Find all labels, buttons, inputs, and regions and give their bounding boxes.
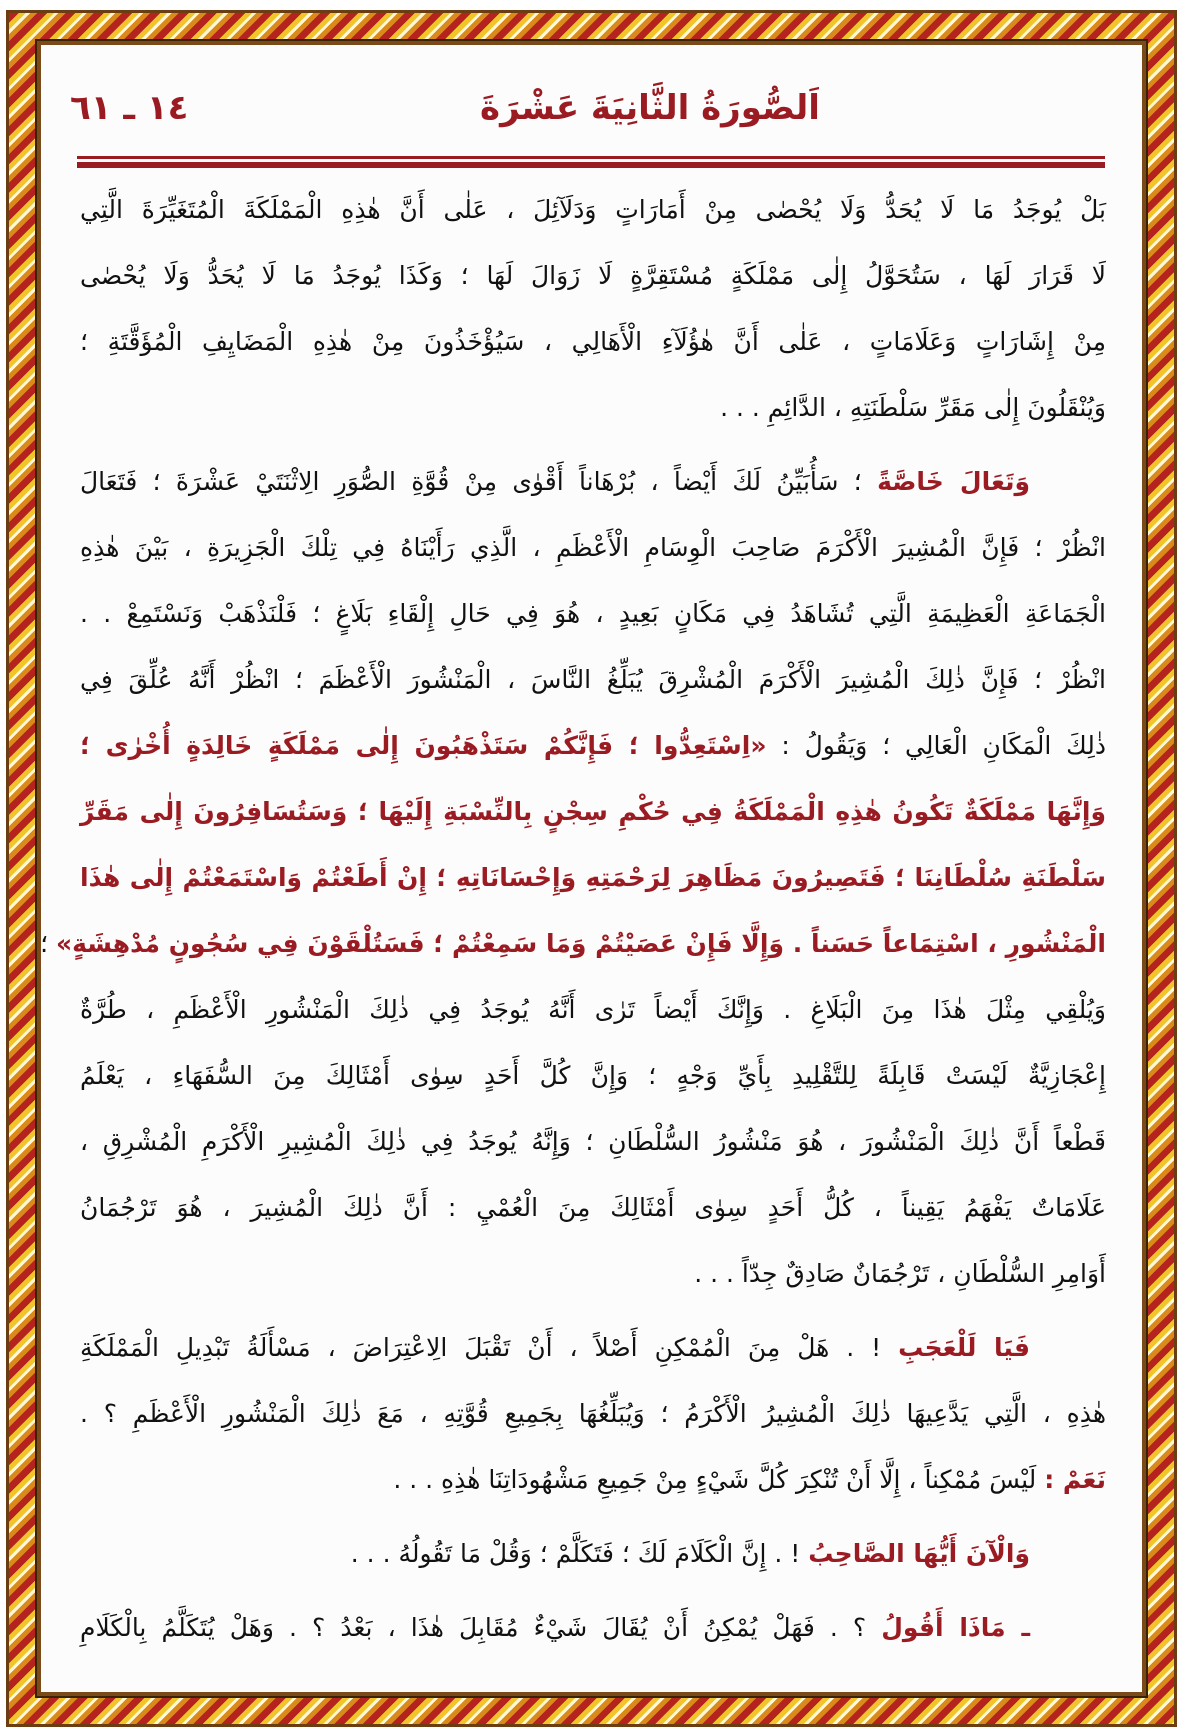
text-segment: مِنْ إِشَارَاتٍ وَعَلَامَاتٍ ، عَلٰى أَنَّ هٰؤُلَآءِ الْأَهَالِي ، سَيُؤْخَذُونَ مِنْ هٰذِهِ الْمَضَايِفِ الْمُؤَقَّتَةِ ؛ <box>80 327 1106 356</box>
highlighted-text: «اِسْتَعِدُّوا ؛ فَإِنَّكُمْ سَتَذْهَبُونَ إِلٰى مَمْلَكَةٍ خَالِدَةٍ أُخْرٰى ؛ <box>80 731 767 760</box>
text-line <box>80 1447 1106 1513</box>
text-line <box>80 1521 1106 1587</box>
paragraph <box>80 1315 1106 1513</box>
text-line <box>80 375 1106 441</box>
highlighted-text: وَإِنَّهَا مَمْلَكَةٌ تَكُونُ هٰذِهِ الْمَمْلَكَةُ فِي حُكْمِ سِجْنٍ بِالنِّسْبَةِ إِلَيْهَا ؛ وَسَتُسَافِرُونَ إِلٰى مَقَرِّ <box>80 797 1106 826</box>
text-line <box>80 779 1106 845</box>
text-line <box>80 1109 1106 1175</box>
text-line <box>80 1315 1106 1381</box>
paragraph <box>80 177 1106 441</box>
text-segment: ! . إِنَّ الْكَلَامَ لَكَ ؛ فَتَكَلَّمْ ؛ وَقُلْ مَا تَقُولُهُ . . . <box>350 1539 809 1568</box>
text-segment: ؛ <box>40 929 56 958</box>
text-segment: لَا قَرَارَ لَهَا ، سَتُحَوَّلُ إِلٰى مَمْلَكَةٍ مُسْتَقِرَّةٍ لَا زَوَالَ لَهَا ؛ وَكَذَا يُوجَدُ مَا لَا يُحَدُّ وَلَا يُحْصٰى <box>80 261 1106 290</box>
text-segment: انْظُرْ ؛ فَإِنَّ ذٰلِكَ الْمُشِيرَ الْأَكْرَمَ الْمُشْرِقَ يُبَلِّغُ النَّاسَ ، الْمَنْشُورَ الْأَعْظَمَ ؛ انْظُرْ أَنَّهُ عُلِّقَ فِي <box>80 665 1106 694</box>
text-line <box>80 177 1106 243</box>
text-line <box>40 911 1106 977</box>
text-segment: قَطْعاً أَنَّ ذٰلِكَ الْمَنْشُورَ ، هُوَ مَنْشُورُ السُّلْطَانِ ؛ وَإِنَّهُ يُوجَدُ فِي ذٰلِكَ الْمُشِيرِ الْأَكْرَمِ الْمُشْرِقِ ، <box>80 1127 1106 1156</box>
highlighted-text: سَلْطَنَةِ سُلْطَانِنَا ؛ فَتَصِيرُونَ مَظَاهِرَ لِرَحْمَتِهِ وَإِحْسَانَاتِهِ ؛ إِنْ أَطَعْتُمْ وَاسْتَمَعْتُمْ إِلٰى هٰذَا <box>80 863 1106 892</box>
text-segment: عَلَامَاتٌ يَفْهَمُ يَقِيناً ، كُلُّ أَحَدٍ سِوٰى أَمْثَالِكَ مِنَ الْعُمْيِ : أَنَّ ذٰلِكَ الْمُشِيرَ ، هُوَ تَرْجُمَانُ <box>80 1193 1106 1222</box>
page-range: ١٤ ـ ٦١ <box>70 88 189 128</box>
text-segment: بَلْ يُوجَدُ مَا لَا يُحَدُّ وَلَا يُحْصٰى مِنْ أَمَارَاتٍ وَدَلَآئِلَ ، عَلٰى أَنَّ هٰذِهِ الْمَمْلَكَةَ الْمُتَغَيِّرَةَ الَّتِي <box>80 195 1106 224</box>
text-segment: ذٰلِكَ الْمَكَانِ الْعَالِي ؛ وَيَقُولُ : <box>766 731 1106 760</box>
highlighted-text: فَيَا لَلْعَجَبِ <box>898 1333 1030 1362</box>
text-segment: انْظُرْ ؛ فَإِنَّ الْمُشِيرَ الْأَكْرَمَ صَاحِبَ الْوِسَامِ الْأَعْظَمِ ، الَّذِي رَأَيْنَاهُ فِي تِلْكَ الْجَزِيرَةِ ، بَيْنَ هٰذِهِ <box>80 533 1106 562</box>
text-segment: ؛ سَأُبَيِّنُ لَكَ أَيْضاً ، بُرْهَاناً أَقْوٰى مِنْ قُوَّةِ الصُّوَرِ الِاثْنَتَيْ عَشْرَةَ ؛ فَتَعَالَ <box>80 467 878 496</box>
text-segment: وَيُلْقِي مِثْلَ هٰذَا مِنَ الْبَلَاغِ . وَإِنَّكَ أَيْضاً تَرٰى أَنَّهُ يُوجَدُ فِي ذٰلِكَ الْمَنْشُورِ الْأَعْظَمِ ، طُرَّةٌ <box>80 995 1106 1024</box>
text-segment: لَيْسَ مُمْكِناً ، إِلَّا أَنْ تُنْكِرَ كُلَّ شَيْءٍ مِنْ جَمِيعِ مَشْهُودَاتِنَا هٰذِهِ . . . <box>393 1465 1045 1494</box>
text-line <box>80 309 1106 375</box>
highlighted-text: وَالْآنَ أَيُّهَا الصَّاحِبُ <box>808 1539 1030 1568</box>
body-text <box>40 177 1106 1669</box>
text-line <box>80 1595 1106 1661</box>
text-segment: إِعْجَازِيَّةٌ لَيْسَتْ قَابِلَةً لِلتَّقْلِيدِ بِأَيِّ وَجْهٍ ؛ وَإِنَّ كُلَّ أَحَدٍ سِوٰى أَمْثَالِكَ مِنَ السُّفَهَاءِ ، يَعْلَمُ <box>80 1061 1106 1090</box>
highlighted-text: الْمَنْشُورِ ، اسْتِمَاعاً حَسَناً . وَإِلَّا فَإِنْ عَصَيْتُمْ وَمَا سَمِعْتُمْ ؛ فَسَتُلْقَوْنَ فِي سُجُونٍ مُدْهِشَةٍ» <box>55 929 1106 958</box>
text-segment: هٰذِهِ ، الَّتِي يَدَّعِيهَا ذٰلِكَ الْمُشِيرُ الْأَكْرَمُ ؛ وَيُبَلِّغُهَا بِجَمِيعِ قُوَّتِهِ ، مَعَ ذٰلِكَ الْمَنْشُورِ الْأَعْظَمِ ؟ . <box>80 1399 1106 1428</box>
highlighted-text: وَتَعَالَ خَاصَّةً <box>877 467 1030 496</box>
text-line <box>80 449 1106 515</box>
paragraph <box>80 1595 1106 1661</box>
text-segment: أَوَامِرِ السُّلْطَانِ ، تَرْجُمَانٌ صَادِقٌ جِدّاً . . . <box>694 1259 1106 1288</box>
text-line <box>80 581 1106 647</box>
highlighted-text: نَعَمْ : <box>1044 1465 1106 1494</box>
text-line <box>80 845 1106 911</box>
text-segment: ! . هَلْ مِنَ الْمُمْكِنِ أَصْلاً ، أَنْ تَقْبَلَ الِاعْتِرَاضَ ، مَسْأَلَةُ تَبْدِيلِ الْمَمْلَكَةِ <box>80 1333 899 1362</box>
text-segment: الْجَمَاعَةِ الْعَظِيمَةِ الَّتِي تُشَاهَدُ فِي مَكَانٍ بَعِيدٍ ، هُوَ فِي حَالِ إِلْقَاءِ بَلَاغٍ ؛ فَلْنَذْهَبْ وَنَسْتَمِعْ . . <box>80 599 1106 628</box>
text-line <box>80 243 1106 309</box>
paragraph <box>40 449 1106 1307</box>
text-line <box>80 1175 1106 1241</box>
text-segment: وَيُنْقَلُونَ إِلٰى مَقَرِّ سَلْطَنَتِهِ ، الدَّائِمِ . . . <box>720 393 1106 422</box>
text-line <box>80 977 1106 1043</box>
page-title: اَلصُّورَةُ الثَّانِيَةَ عَشْرَةَ <box>480 88 820 128</box>
text-line <box>80 1043 1106 1109</box>
paragraph <box>80 1521 1106 1587</box>
text-line <box>80 647 1106 713</box>
header-rule-thick <box>77 162 1105 168</box>
text-line <box>80 515 1106 581</box>
text-line <box>80 1381 1106 1447</box>
header-rule-thin <box>77 156 1105 159</box>
text-segment: ؟ . فَهَلْ يُمْكِنُ أَنْ يُقَالَ شَيْءٌ مُقَابِلَ هٰذَا ، بَعْدُ ؟ . وَهَلْ يُتَكَلَّمُ بِالْكَلَامِ <box>80 1613 882 1642</box>
text-line <box>80 713 1106 779</box>
highlighted-text: ـ مَاذَا أَقُولُ <box>881 1613 1030 1642</box>
text-line <box>80 1241 1106 1307</box>
